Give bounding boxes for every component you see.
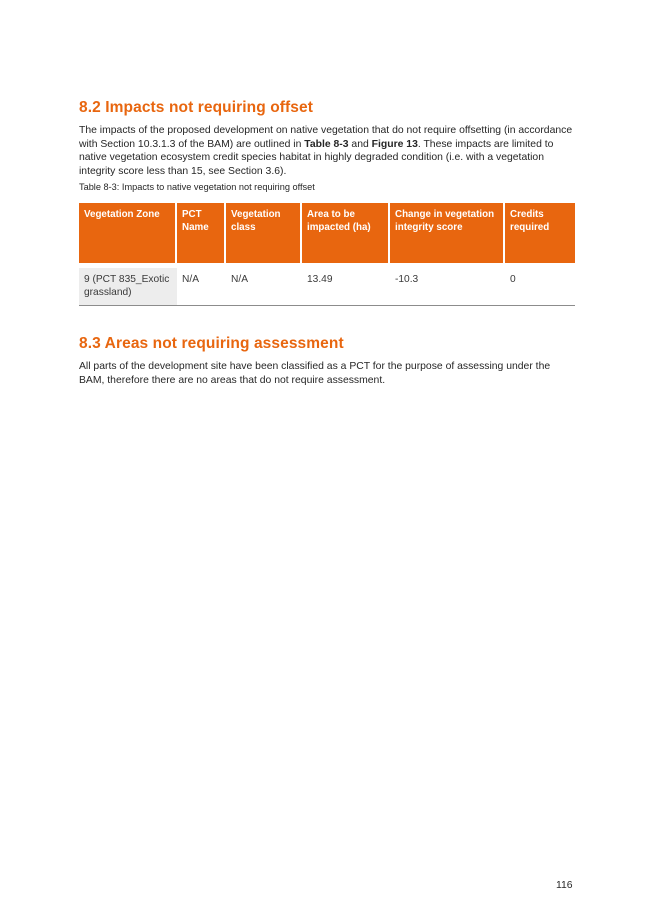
header-vegetation-class: Vegetation class — [226, 203, 302, 263]
figure-reference-link: Figure 13 — [371, 138, 418, 150]
table-row — [79, 263, 575, 306]
header-vegetation-zone: Vegetation Zone — [79, 203, 177, 263]
page-number: 116 — [556, 880, 573, 891]
header-pct-name: PCT Name — [177, 203, 226, 263]
paragraph-text: The impacts of the proposed development on native vegetation that do not require offsetting (in accordance with Section 10.3.1.3 of the BAM) are outlined in — [79, 125, 573, 150]
section-8-2-paragraph — [79, 124, 575, 178]
section-heading-8-3: 8.3 Areas not requiring assessment — [79, 335, 344, 352]
cell-credits-required: 0 — [505, 263, 575, 306]
header-change-integrity-score: Change in vegetation integrity score — [390, 203, 505, 263]
header-credits-required: Credits required — [505, 203, 575, 263]
cell-vegetation-zone: 9 (PCT 835_Exotic grassland) — [79, 263, 177, 306]
header-area-impacted: Area to be impacted (ha) — [302, 203, 390, 263]
paragraph-text: and — [348, 138, 372, 150]
cell-area-impacted: 13.49 — [302, 263, 390, 306]
cell-vegetation-class: N/A — [226, 263, 302, 306]
table-caption: Table 8-3: Impacts to native vegetation not requiring offset — [79, 182, 315, 192]
table-header-row — [79, 203, 575, 263]
cell-pct-name: N/A — [177, 263, 226, 306]
section-heading-8-2: 8.2 Impacts not requiring offset — [79, 99, 314, 116]
paragraph-text: . These impacts are limited to native vegetation ecosystem credit species habitat in highly degraded condition (i.e. with a vegetation integrity score less than 15, see Section 3.6). — [79, 138, 554, 177]
section-8-3-paragraph: All parts of the development site have been classified as a PCT for the purpose of assessing under the BAM, therefore there are no areas that do not require assessment. — [79, 361, 551, 386]
cell-change-integrity-score: -10.3 — [390, 263, 505, 306]
impacts-table — [79, 203, 575, 306]
table-reference-link: Table 8-3 — [304, 138, 349, 150]
